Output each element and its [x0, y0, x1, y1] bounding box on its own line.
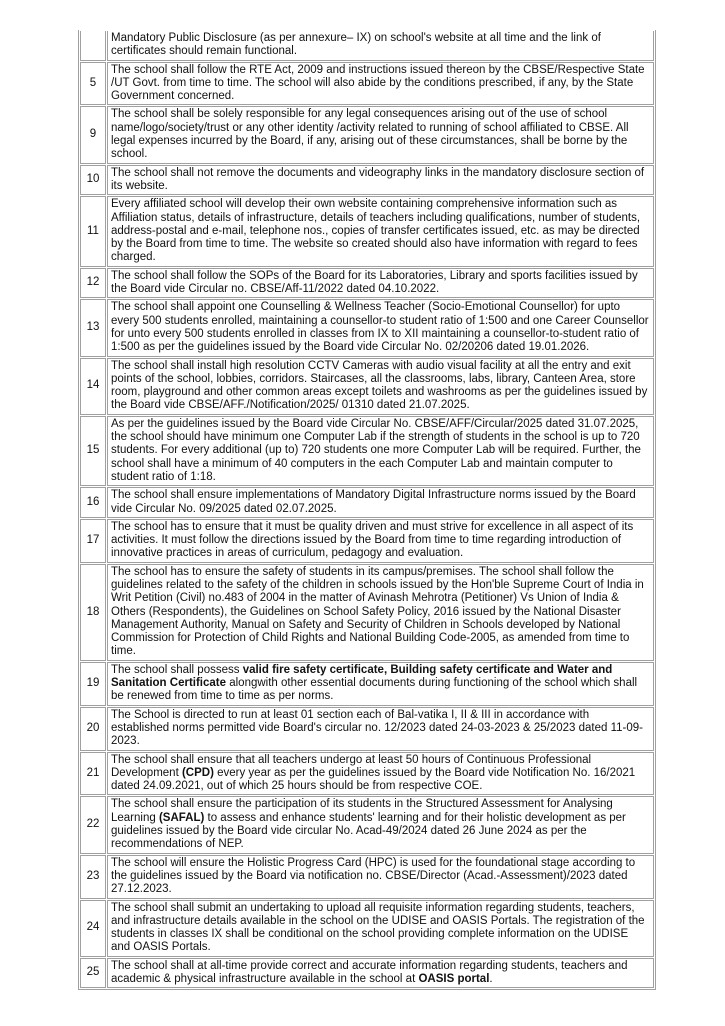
table-row	[80, 268, 654, 299]
row-text-segment: The school will ensure the Holistic Progress Card (HPC) is used for the foundational stage according to the guidelines issued by the Board via notification no. CBSE/Director (Acad.-Assessment)/2023 dated 27.12.2023.	[111, 856, 636, 896]
row-text	[107, 900, 654, 957]
row-number: 5	[80, 62, 106, 106]
row-text	[107, 487, 654, 518]
row-text-segment: The school shall ensure the participation of its students in the Structured Assessment for Analysing Learning	[111, 798, 613, 824]
row-text-segment: The school shall follow the SOPs of the Board for its Laboratories, Library and sports facilities issued by the Board vide Circular no. CBSE/Aff-11/2022 dated 04.10.2022.	[111, 269, 638, 296]
table-row	[80, 487, 654, 518]
row-text	[107, 662, 654, 706]
table-row	[80, 796, 654, 853]
row-number: 10	[80, 165, 106, 196]
row-text	[107, 707, 654, 751]
row-text-segment: The school shall ensure implementations of Mandatory Digital Infrastructure norms issued by the Board vide Circular No. 09/2025 dated 02.07.2025.	[111, 489, 636, 515]
row-number: 22	[80, 796, 106, 853]
row-text-segment-bold: (CPD)	[181, 766, 214, 779]
table-row	[80, 358, 654, 415]
table-row	[80, 900, 654, 957]
table-row	[80, 662, 654, 706]
row-text-segment-bold: OASIS portal	[418, 973, 490, 985]
row-text	[107, 165, 654, 196]
row-text-segment: The school shall appoint one Counselling & Wellness Teacher (Socio-Emotional Counsellor) for upto every 500 students enrolled, maintaining a counsellor-to student ratio of 1:500 and one Career Counsellor for unto every 500 students enrolled in classes from IX to XII maintaining a counsellor-to-student ratio of 1:500 as per the guidelines issued by the Board vide Circular No. 02/20206 dated 19.01.2026.	[111, 301, 649, 354]
row-text-segment: The school shall at all-time provide correct and accurate information regarding students, teachers and academic & physical infrastructure available in the school at	[111, 959, 628, 985]
row-number: 20	[80, 707, 106, 751]
row-text	[107, 564, 654, 661]
row-number: 18	[80, 564, 106, 661]
row-text-segment: to assess and enhance students' learning and for their holistic development as per guidelines issued by the Board vide circular No. Acad-49/2024 dated 26 June 2024 as per the recommendations of NEP.	[111, 811, 626, 851]
row-number: 21	[80, 752, 106, 796]
conditions-table-body	[80, 31, 654, 988]
table-row	[80, 707, 654, 751]
row-text-segment: .	[489, 973, 493, 985]
row-text	[107, 62, 654, 106]
row-text	[107, 358, 654, 415]
table-row	[80, 752, 654, 796]
row-text-segment: As per the guidelines issued by the Board vide Circular No. CBSE/AFF/Circular/2025 dated 31.07.2025, the school should have minimum one Computer Lab if the strength of students in the school is up to 720 students. For every additional (up to) 720 students one more Computer Lab will be required. Further, the school shall have a minimum of 40 computers in the each Computer Lab and maintain computer to student ratio of 1:18.	[111, 417, 641, 483]
table-row	[80, 416, 654, 486]
row-number: 15	[80, 416, 106, 486]
row-text-segment: The school has to ensure the safety of students in its campus/premises. The school shall follow the guidelines related to the safety of the children in schools issued by the Hon'ble Supreme Court of India in Writ Petition (Civil) no.483 of 2004 in the matter of Avinash Mehrotra (Petitioner) Vs Union of India & Others (Respondents), the Guidelines on School Safety Policy, 2016 issued by the National Disaster Management Authority, Manual on Safety and Security of Children in Schools developed by National Commission for Protection of Child Rights and National Building Code-2005, as amended from time to time.	[111, 565, 644, 658]
row-text-segment: alongwith other essential documents during functioning of the school which shall be renewed from time to time as per norms.	[111, 677, 638, 703]
row-text	[107, 416, 654, 486]
row-text-segment: The school shall submit an undertaking to upload all requisite information regarding students, teachers, and infrastructure details available in the school on the UDISE and OASIS Portals. The registration of the students in classes IX shall be conditional on the school providing complete information on the UDISE and OASIS Portals.	[111, 901, 645, 954]
row-number: 14	[80, 358, 106, 415]
table-row	[80, 299, 654, 356]
row-number: 16	[80, 487, 106, 518]
table-row	[80, 958, 654, 989]
row-number	[80, 31, 106, 61]
row-text-segment: The School is directed to run at least 01 section each of Bal-vatika I, II & III in accordance with established norms permitted vide Board's circular no. 12/2023 dated 24-03-2023 & 25/2023 dated 11-09-2023.	[111, 708, 643, 748]
table-row	[80, 165, 654, 196]
row-text-segment: The school shall ensure that all teachers undergo at least 50 hours of Continuous Professional Development	[111, 753, 592, 779]
table-row	[80, 106, 654, 163]
row-number: 13	[80, 299, 106, 356]
row-text	[107, 299, 654, 356]
row-number: 23	[80, 855, 106, 899]
table-row	[80, 31, 654, 61]
row-text-segment: The school has to ensure that it must be quality driven and must strive for excellence in all aspect of its activities. It must follow the directions issued by the Board from time to time regarding introduction of innovative practices in areas of curriculum, pedagogy and evaluation.	[111, 520, 634, 560]
row-text-segment-bold: (SAFAL)	[158, 811, 205, 824]
row-text-segment: The school shall not remove the documents and videography links in the mandatory disclosure section of its website.	[111, 166, 645, 192]
row-number: 9	[80, 106, 106, 163]
row-text-segment: Every affiliated school will develop their own website containing comprehensive information such as Affiliation status, details of infrastructure, details of teachers including qualifications, number of students, address-postal and e-mail, telephone nos., copies of transfer certificates issued, etc. as may be directed by the Board from time to time. The website so created should also have information with regard to fees charged.	[111, 198, 641, 264]
table-row	[80, 196, 654, 266]
row-text	[107, 106, 654, 163]
row-text	[107, 268, 654, 299]
table-row	[80, 855, 654, 899]
row-text	[107, 196, 654, 266]
row-number: 24	[80, 900, 106, 957]
row-text-segment: The school shall follow the RTE Act, 2009 and instructions issued thereon by the CBSE/Respective State /UT Govt. from time to time. The school will also abide by the conditions prescribed, if any, by the State Government concerned.	[111, 63, 645, 103]
row-number: 19	[80, 662, 106, 706]
row-number: 11	[80, 196, 106, 266]
row-text	[107, 796, 654, 853]
row-text-segment: The school shall install high resolution CCTV Cameras with audio visual facility at all the entry and exit points of the school, lobbies, corridors. Staircases, all the classrooms, labs, library, Canteen Area, store room, playground and other common areas except toilets and washrooms as per the guidelines issued by the Board vide CBSE/AFF./Notification/2025/ 01310 dated 21.07.2025.	[111, 359, 648, 412]
row-text-segment-bold: valid fire safety certificate, Building safety certificate and Water and Sanitation Certificate	[111, 663, 613, 690]
row-text-segment: every year as per the guidelines issued by the Board vide Notification No. 16/2021 dated 24.09.2021, out of which 25 hours should be from respective COE.	[111, 766, 636, 793]
row-text	[107, 519, 654, 563]
table-row	[80, 564, 654, 661]
table-row	[80, 62, 654, 106]
row-text	[107, 31, 654, 61]
row-number: 12	[80, 268, 106, 299]
row-text	[107, 958, 654, 989]
table-row	[80, 519, 654, 563]
row-number: 17	[80, 519, 106, 563]
row-text-segment: The school shall possess	[111, 663, 243, 676]
row-text	[107, 752, 654, 796]
conditions-table	[78, 30, 656, 990]
row-text-segment: The school shall be solely responsible for any legal consequences arising out of the use of school name/logo/society/trust or any other identity /activity related to running of school affiliated to CBSE. All legal expenses incurred by the Board, if any, arising out of these circumstances, shall be borne by the school.	[111, 108, 629, 161]
row-number: 25	[80, 958, 106, 989]
row-text-segment: Mandatory Public Disclosure (as per annexure– IX) on school's website at all time and the link of certificates should remain functional.	[111, 32, 601, 58]
row-text	[107, 855, 654, 899]
